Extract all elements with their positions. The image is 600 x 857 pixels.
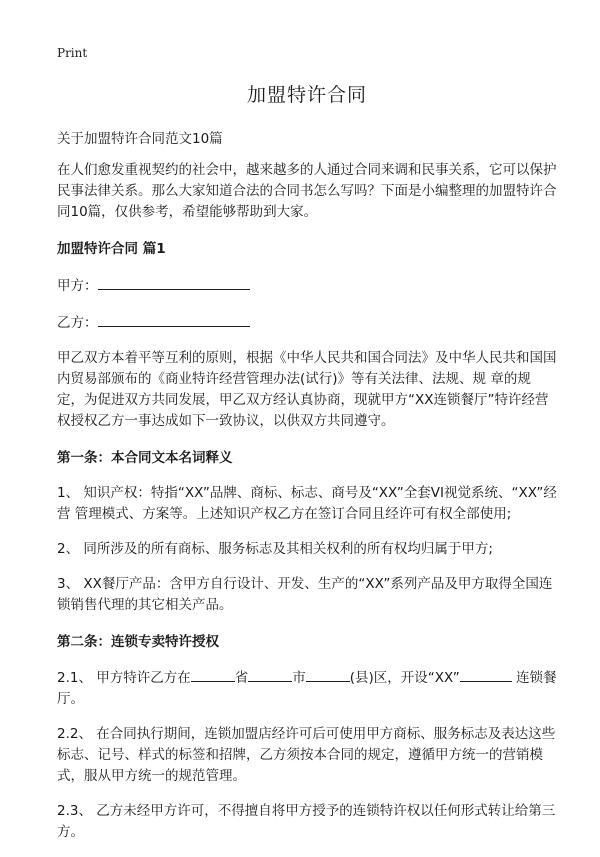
art2-item1-part-c: 市 — [292, 670, 306, 686]
print-link[interactable]: Print — [57, 46, 88, 60]
article-1-item-1: 1、 知识产权：特指“XX”品牌、商标、标志、商号及“XX”全套VI视觉系统、“XX”经 营 管理模式、方案等。上述知识产权乙方在签订合同且经许可有权全部使用; — [57, 485, 557, 522]
intro-paragraph: 在人们愈发重视契约的社会中，越来越多的人通过合同来调和民事关系，它可以保护民事法律关系。那么大家知道合法的合同书怎么写吗？下面是小编整理的加盟特许合同10篇，仅供参考，希望能够帮助到大家。 — [57, 162, 557, 220]
art2-item1-part-d: (县)区，开设“XX” — [349, 670, 460, 686]
article-2-item-2: 2.2、 在合同执行期间，连锁加盟店经许可后可使用甲方商标、服务标志及表达这些标志、记号、样式的标签和招牌，乙方须按本合同的规定，遵循甲方统一的营销模式，服从甲方统一的规范管理。 — [57, 726, 556, 784]
party-b-label: 乙方： — [57, 315, 98, 331]
article-2-item-1 — [57, 667, 557, 710]
section-heading-1: 加盟特许合同 篇1 — [57, 241, 166, 257]
city-blank — [248, 667, 292, 682]
district-blank — [306, 667, 350, 682]
art2-item1-part-b: 省 — [234, 670, 249, 686]
province-blank — [191, 667, 235, 682]
party-b-line — [57, 311, 557, 331]
article-1-item-2: 2、 同所涉及的所有商标、服务标志及其相关权利的所有权均归属于甲方; — [57, 541, 493, 557]
page-title: 加盟特许合同 — [246, 84, 367, 106]
document-body — [57, 80, 557, 857]
store-name-blank — [460, 667, 512, 682]
preamble-paragraph: 甲乙双方本着平等互利的原则，根据《中华人民共和国合同法》及中华人民共和国国内贸易部颁布的《商业特许经营管理办法(试行)》等有关法律、法规、规 章的规定，为促进双方共同发展，甲乙双方经认真协商，现就甲方“XX连锁餐厅”特许经营权授权乙方一事达成如下一致协议，以供双方共同遵守。 — [57, 350, 557, 429]
party-a-label: 甲方： — [57, 278, 98, 294]
article-1-item-3: 3、 XX餐厅产品：含甲方自行设计、开发、生产的“XX”系列产品及甲方取得全国连锁销售代理的其它相关产品。 — [57, 576, 553, 613]
subtitle: 关于加盟特许合同范文10篇 — [57, 131, 223, 147]
art2-item1-part-a: 2.1、 甲方特许乙方在 — [57, 670, 191, 686]
article-1-title: 第一条：本合同文本名词释义 — [57, 450, 233, 466]
party-a-line — [57, 274, 557, 294]
art2-item1-part-e: 连锁餐厅。 — [57, 670, 557, 707]
article-2-title: 第二条：连锁专卖特许授权 — [57, 634, 219, 650]
article-2-item-3: 2.3、 乙方未经甲方许可，不得擅自将甲方授予的连锁特许权以任何形式转让给第三方。 — [57, 803, 556, 840]
party-a-blank — [98, 275, 250, 290]
party-b-blank — [98, 312, 250, 327]
